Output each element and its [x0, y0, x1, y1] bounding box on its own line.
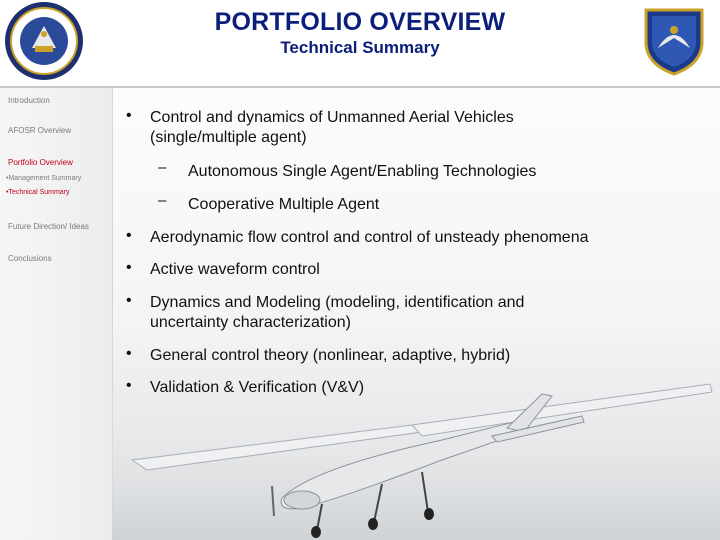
bullet-marker: • — [126, 227, 132, 244]
sidebar-item-introduction[interactable]: Introduction — [8, 96, 50, 105]
page-title: PORTFOLIO OVERVIEW — [214, 8, 506, 36]
bullet-line: General control theory (nonlinear, adaptive, hybrid) — [150, 347, 511, 364]
bullet-line: (single/multiple agent) — [150, 129, 307, 146]
bullet-line: Aerodynamic flow control and control of unsteady phenomena — [150, 229, 589, 246]
shield-icon — [636, 2, 712, 78]
page-subtitle: Technical Summary — [280, 38, 440, 57]
sidebar-subitem-management-summary[interactable]: •Management Summary — [6, 175, 82, 182]
bullet-line: Active waveform control — [150, 261, 320, 278]
sidebar-subitem-technical-summary[interactable]: •Technical Summary — [6, 189, 70, 196]
bullet-marker: • — [126, 107, 132, 124]
bullet-marker: • — [126, 345, 132, 362]
header — [0, 0, 720, 86]
sidebar-item-conclusions[interactable]: Conclusions — [8, 254, 52, 263]
bullet-line: Cooperative Multiple Agent — [188, 196, 380, 213]
sidebar-item-portfolio-overview[interactable]: Portfolio Overview — [8, 158, 73, 167]
sub-bullet-marker: – — [158, 159, 167, 176]
content-area — [112, 88, 720, 540]
bullet-line: Validation & Verification (V&V) — [150, 379, 365, 396]
sub-bullet-marker: – — [158, 192, 167, 209]
sidebar-item-afosr-overview[interactable]: AFOSR Overview — [8, 126, 72, 135]
bullet-marker: • — [126, 259, 132, 276]
sidebar-item-future-direction[interactable]: Future Direction/ Ideas — [8, 222, 89, 231]
sidebar — [0, 88, 113, 540]
bullet-marker: • — [126, 377, 132, 394]
bullet-line: uncertainty characterization) — [150, 314, 351, 331]
bullet-line: Control and dynamics of Unmanned Aerial Vehicles — [150, 109, 514, 126]
bullet-line: Autonomous Single Agent/Enabling Technologies — [188, 163, 537, 180]
bullet-line: Dynamics and Modeling (modeling, identification and — [150, 294, 525, 311]
bullet-marker: • — [126, 292, 132, 309]
